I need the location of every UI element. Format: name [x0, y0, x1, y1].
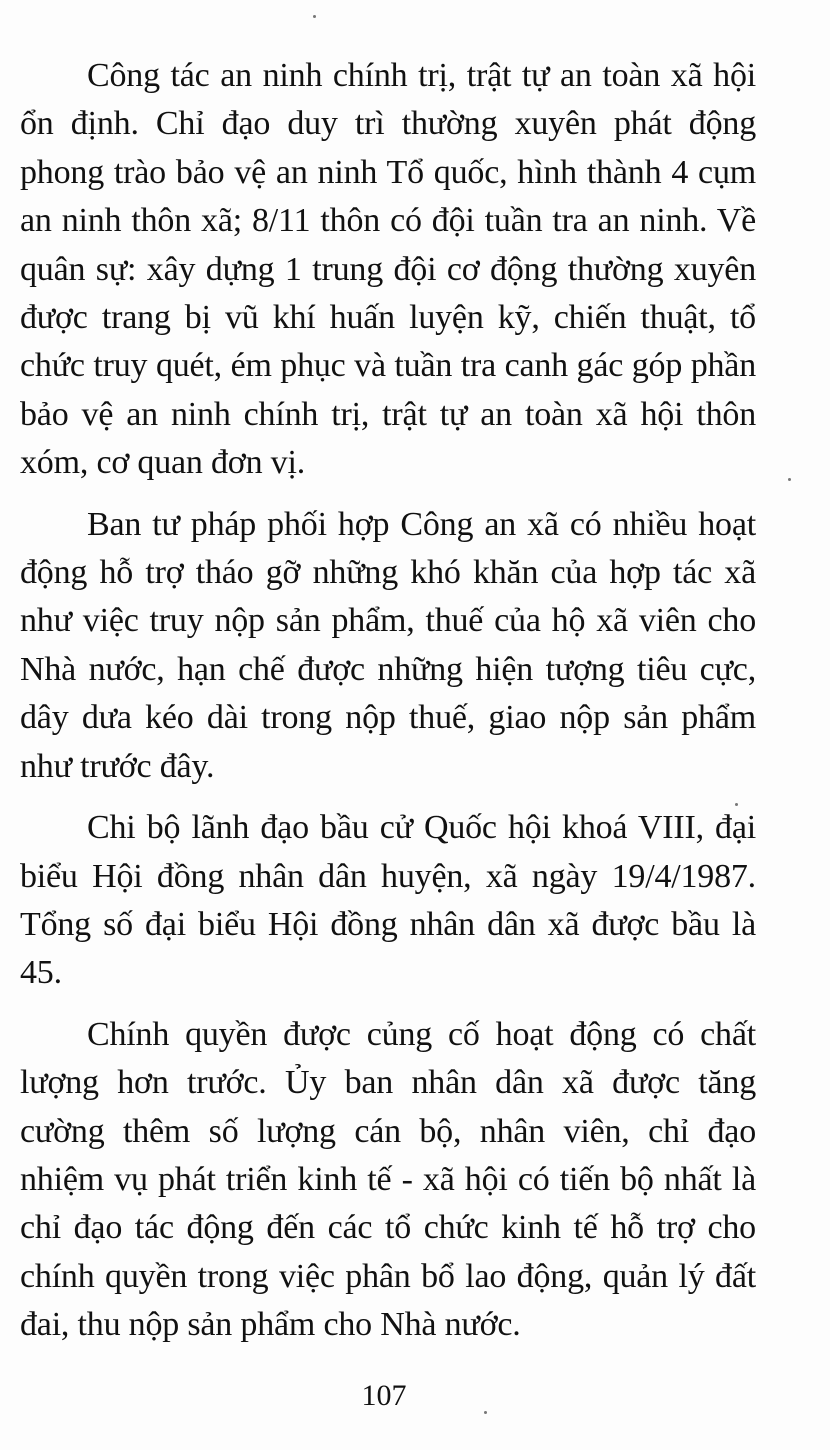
paragraph-justice: Ban tư pháp phối hợp Công an xã có nhiều hoạt động hỗ trợ tháo gỡ những khó khăn của hợp tác xã như việc truy nộp sản phẩm, thuế của hộ xã viên cho Nhà nước, hạn chế được những hiện tượng tiêu cực, dây dưa kéo dài trong nộp thuế, giao nộp sản phẩm như trước đây.: [20, 505, 756, 785]
scan-speck: [484, 1411, 487, 1414]
scan-speck: [735, 803, 738, 806]
scan-speck: [788, 478, 791, 481]
paragraph-election: Chi bộ lãnh đạo bầu cử Quốc hội khoá VIII, đại biểu Hội đồng nhân dân huyện, xã ngày 19/4/1987. Tổng số đại biểu Hội đồng nhân dân xã được bầu là 45.: [20, 809, 756, 992]
paragraph-security: Công tác an ninh chính trị, trật tự an toàn xã hội ổn định. Chỉ đạo duy trì thường xuyên phát động phong trào bảo vệ an ninh Tổ quốc, hình thành 4 cụm an ninh thôn xã; 8/11 thôn có đội tuần tra an ninh. Về quân sự: xây dựng 1 trung đội cơ động thường xuyên được trang bị vũ khí huấn luyện kỹ, chiến thuật, tổ chức truy quét, ém phục và tuần tra canh gác góp phần bảo vệ an ninh chính trị, trật tự an toàn xã hội thôn xóm, cơ quan đơn vị.: [20, 57, 756, 482]
page-number: 107: [361, 1379, 407, 1412]
body-text: [20, 52, 756, 1350]
paragraph-government: Chính quyền được củng cố hoạt động có chất lượng hơn trước. Ủy ban nhân dân xã được tăng cường thêm số lượng cán bộ, nhân viên, chỉ đạo nhiệm vụ phát triển kinh tế - xã hội có tiến bộ nhất là chỉ đạo tác động đến các tổ chức kinh tế hỗ trợ cho chính quyền trong việc phân bổ lao động, quản lý đất đai, thu nộp sản phẩm cho Nhà nước.: [20, 1015, 756, 1344]
scan-speck: [313, 15, 316, 18]
